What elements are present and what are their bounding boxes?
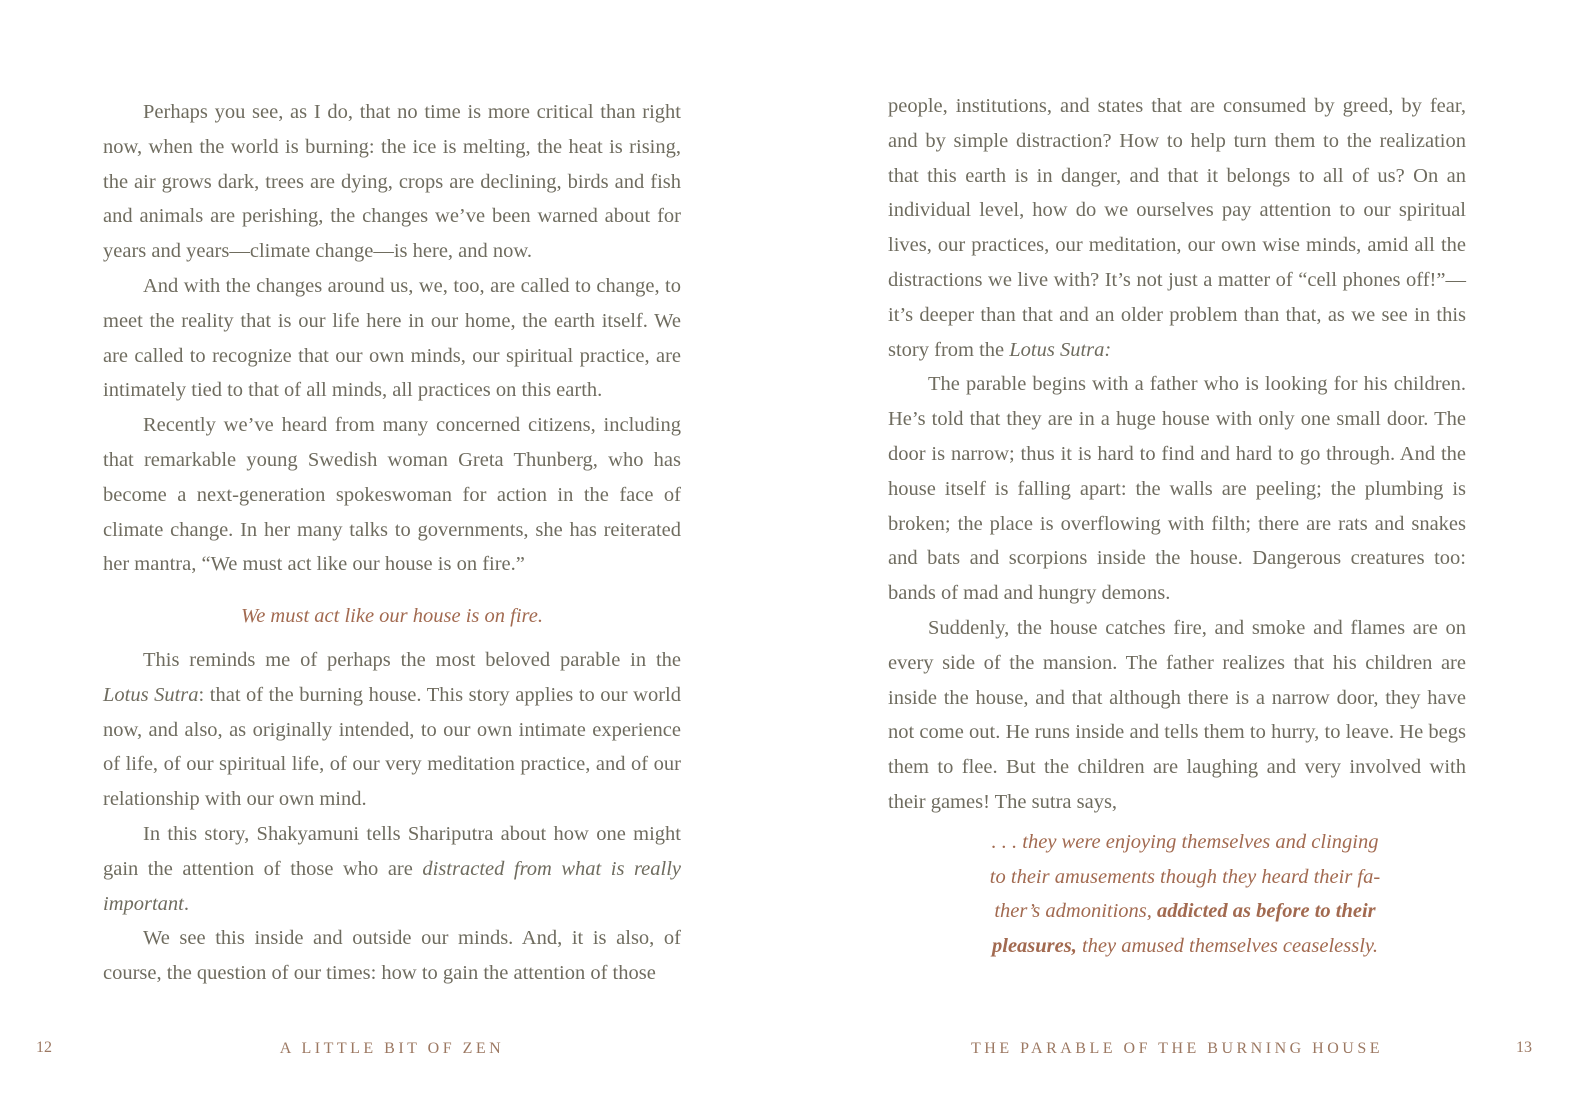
text-run: people, institutions, and states that are consumed by greed, by fear, and by simple distraction? How to help turn them to the realization that this earth is in danger, and that it belongs to all of us? On an individual level, how do we ourselves pay attention to our spiritual lives, our practices, our meditation, our own wise minds, amid all the distractions we live with? It’s not just a matter of “cell phones off!”—it’s deeper than that and an older problem than that, as we see in this story from the <box>888 95 1466 361</box>
text-run: addicted as before to their <box>1157 900 1376 923</box>
paragraph <box>103 817 681 921</box>
text-run: . <box>183 892 189 915</box>
text-run: Lotus Sutra <box>103 683 199 706</box>
paragraph <box>103 408 681 582</box>
paragraph <box>103 921 681 991</box>
verse-line <box>986 929 1384 964</box>
text-run: Lotus Sutra: <box>1009 338 1112 361</box>
running-head-right: THE PARABLE OF THE BURNING HOUSE <box>970 1040 1384 1057</box>
running-head-left: A LITTLE BIT OF ZEN <box>279 1040 505 1057</box>
text-run: pleasures, <box>992 935 1077 958</box>
text-run: Recently we’ve heard from many concerned citizens, including that remarkable young Swedish woman Greta Thunberg, who has become a next-generation spokeswoman for action in the face of climate change. In her many talks to governments, she has reiterated her mantra, “We must act like our house is on fire.” <box>103 414 681 576</box>
text-run: to their amusements though they heard their fa- <box>989 865 1381 888</box>
paragraph <box>103 269 681 408</box>
text-run: ther’s admonitions, <box>994 900 1158 923</box>
verse-line <box>986 860 1384 895</box>
text-run: We must act like our house is on fire. <box>241 605 543 628</box>
page-number-right: 13 <box>1516 1039 1532 1056</box>
text-run: they amused themselves ceaselessly. <box>1076 935 1378 958</box>
paragraph <box>103 643 681 817</box>
left-page-text-column <box>103 95 681 991</box>
text-run: And with the changes around us, we, too, are called to change, to meet the reality that is our life here in our home, the earth itself. We are called to recognize that our own minds, our spiritual practice, are intimately tied to that of all minds, all practices on this earth. <box>103 274 681 402</box>
verse-line <box>986 825 1384 860</box>
text-run: Suddenly, the house catches fire, and smoke and flames are on every side of the mansion. The father realizes that his children are inside the house, and that although there is a narrow door, they have not come out. He runs inside and tells them to hurry, to leave. He begs them to flee. But the children are laughing and very involved with their games! The sutra says, <box>888 616 1466 813</box>
text-run: : that of the burning house. This story applies to our world now, and also, as originally intended, to our own intimate experience of life, of our spiritual life, of our very meditation practice, and of our relationship with our own mind. <box>103 683 681 811</box>
text-run: distracted from what is really important <box>103 857 681 915</box>
right-page-text-column <box>888 89 1466 964</box>
text-run: In this story, Shakyamuni tells Shariputra about how one might gain the attention of those who are <box>103 822 681 880</box>
text-run: Perhaps you see, as I do, that no time is more critical than right now, when the world is burning: the ice is melting, the heat is rising, the air grows dark, trees are dying, crops are declining, birds and fish and animals are perishing, the changes we’ve been warned about for years and years—climate change—is here, and now. <box>103 101 681 263</box>
text-run: This reminds me of perhaps the most beloved parable in the <box>143 648 681 671</box>
paragraph <box>888 89 1466 367</box>
text-run: The parable begins with a father who is looking for his children. He’s told that they are in a huge house with only one small door. The door is narrow; thus it is hard to find and hard to go through. And the house itself is falling apart: the walls are peeling; the plumbing is broken; the place is overflowing with filth; there are rats and snakes and bats and scorpions inside the house. Dangerous creatures too: bands of mad and hungry demons. <box>888 373 1466 605</box>
paragraph <box>103 95 681 269</box>
page-number-left: 12 <box>36 1039 52 1056</box>
paragraph <box>888 367 1466 611</box>
text-run: . . . they were enjoying themselves and clinging <box>991 830 1379 853</box>
text-run: We see this inside and outside our minds. And, it is also, of course, the question of our times: how to gain the attention of those <box>103 927 681 985</box>
verse-line <box>986 894 1384 929</box>
paragraph <box>888 611 1466 820</box>
sutra-verse-quote <box>888 825 1466 964</box>
pull-quote <box>103 599 681 634</box>
